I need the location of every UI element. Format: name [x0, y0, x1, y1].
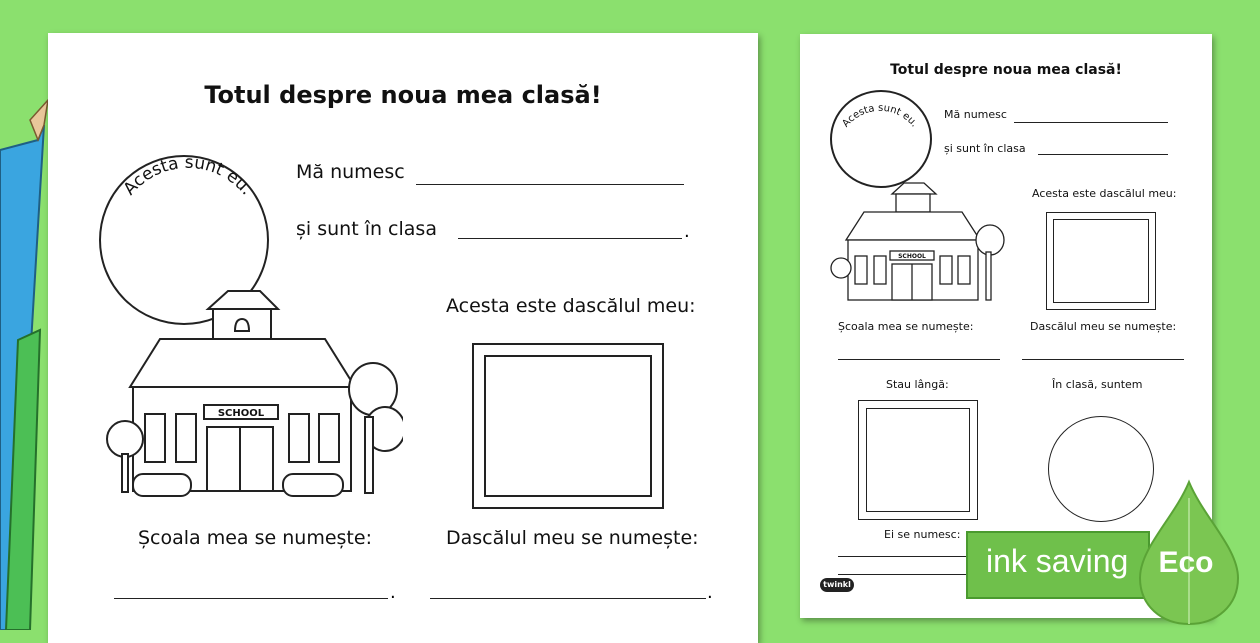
teacher-photo-label: Acesta este dascălul meu: — [446, 295, 696, 317]
worksheet-title: Totul despre noua mea clasă! — [204, 81, 602, 109]
svg-text:Acesta sunt eu.: Acesta sunt eu. — [840, 102, 920, 130]
large-worksheet — [48, 33, 758, 643]
name-label: Mă numesc — [296, 161, 405, 183]
line-end-dot: . — [684, 221, 690, 242]
class-label: și sunt în clasa — [296, 218, 437, 240]
school-illustration — [103, 289, 403, 501]
names-line-1[interactable] — [838, 556, 968, 557]
teacher-name-label: Dascălul meu se numește: — [446, 527, 699, 549]
small-school-sign: SCHOOL — [898, 253, 926, 260]
small-school-illustration — [830, 182, 1008, 306]
sit-next-label: Stau lângă: — [886, 378, 949, 391]
names-line-2[interactable] — [838, 574, 968, 575]
line-end-dot: . — [390, 582, 396, 603]
small-teacher-name-line[interactable] — [1022, 359, 1184, 360]
small-photo-caption-arc — [824, 82, 936, 152]
small-teacher-photo-label: Acesta este dascălul meu: — [1032, 187, 1177, 200]
school-sign-text: SCHOOL — [217, 408, 265, 419]
small-school-name-line[interactable] — [838, 359, 1000, 360]
sit-next-frame — [858, 400, 978, 520]
class-count-label: În clasă, suntem — [1052, 378, 1143, 391]
ink-saving-text: ink saving — [986, 543, 1129, 579]
ink-saving-badge — [966, 531, 1150, 599]
small-class-label: și sunt în clasa — [944, 142, 1026, 155]
teacher-photo-frame — [472, 343, 664, 509]
photo-caption-arc — [88, 128, 288, 248]
eco-label: Eco — [1158, 546, 1214, 579]
teacher-name-line[interactable] — [430, 598, 706, 599]
small-worksheet-title: Totul despre noua mea clasă! — [890, 62, 1122, 78]
school-name-line[interactable] — [114, 598, 388, 599]
small-school-name-label: Școala mea se numește: — [838, 320, 974, 333]
photo-caption-text: Acesta sunt eu. — [119, 152, 257, 200]
eco-drop-icon — [1134, 478, 1244, 628]
class-answer-line[interactable] — [458, 238, 682, 239]
line-end-dot: . — [707, 582, 713, 603]
small-name-label: Mă numesc — [944, 108, 1007, 121]
small-name-line[interactable] — [1014, 122, 1168, 123]
small-teacher-photo-frame — [1046, 212, 1156, 310]
they-are-named-label: Ei se numesc: — [884, 528, 961, 541]
twinkl-logo: twinkl — [820, 578, 854, 592]
school-name-label: Școala mea se numește: — [138, 527, 372, 549]
small-teacher-name-label: Dascălul meu se numește: — [1030, 320, 1177, 333]
name-answer-line[interactable] — [416, 184, 684, 185]
pencil-tip — [30, 100, 48, 140]
bell-icon — [235, 319, 249, 331]
small-class-line[interactable] — [1038, 154, 1168, 155]
